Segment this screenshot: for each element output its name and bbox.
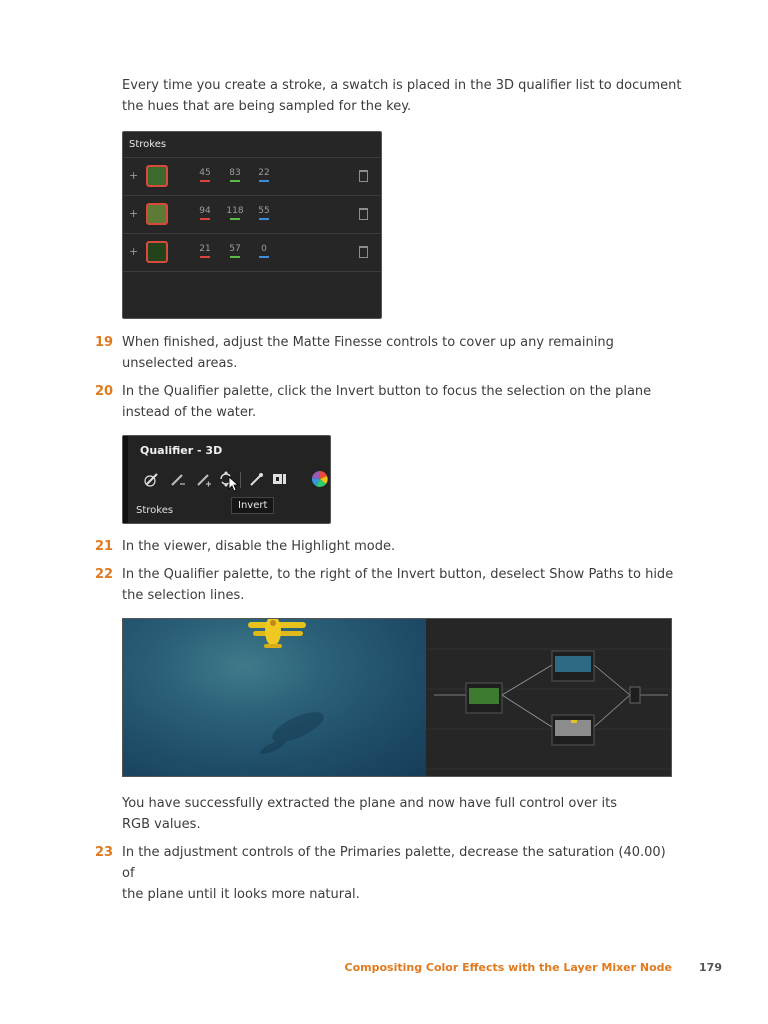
show-paths-icon[interactable] [248, 470, 266, 488]
node-graph [426, 619, 672, 776]
stroke-red-value: 21 [194, 244, 216, 258]
layer-node-top [552, 651, 594, 681]
strokes-panel [122, 131, 382, 319]
strokes-label: Strokes [136, 505, 174, 516]
expand-icon[interactable]: + [129, 245, 139, 258]
viewer-image [123, 619, 426, 776]
viewer-screenshot [122, 618, 672, 777]
step-number: 22 [95, 567, 114, 582]
toolbar-separator [240, 472, 241, 488]
layer-node-bottom [552, 715, 594, 745]
step-text: In the Qualifier palette, to the right of the Invert button, deselect Show Paths to hide [122, 567, 674, 582]
step-number: 21 [95, 539, 114, 554]
stroke-swatch[interactable] [146, 241, 168, 263]
trash-icon[interactable] [359, 170, 368, 182]
highlight-icon[interactable] [271, 470, 289, 488]
step-text: the selection lines. [122, 588, 245, 603]
step-text: instead of the water. [122, 405, 257, 420]
intro-line-2: the hues that are being sampled for the key. [122, 99, 412, 114]
step-number: 19 [95, 335, 114, 350]
stroke-green-value: 83 [224, 168, 246, 182]
expand-icon[interactable]: + [129, 207, 139, 220]
chapter-title: Compositing Color Effects with the Layer Mixer Node [344, 961, 672, 974]
result-line-1: You have successfully extracted the plane and now have full control over its [122, 796, 617, 811]
stroke-row[interactable] [123, 196, 381, 234]
node-graph-canvas [426, 619, 672, 776]
trash-icon[interactable] [359, 208, 368, 220]
step-text: When finished, adjust the Matte Finesse controls to cover up any remaining [122, 335, 614, 350]
step-text: In the Qualifier palette, click the Invert button to focus the selection on the plane [122, 384, 652, 399]
stroke-green-value: 118 [224, 206, 246, 220]
step-text: the plane until it looks more natural. [122, 887, 360, 902]
expand-icon[interactable]: + [129, 169, 139, 182]
stroke-red-value: 94 [194, 206, 216, 220]
stroke-row[interactable] [123, 158, 381, 196]
step-text: unselected areas. [122, 356, 238, 371]
picker-icon[interactable] [143, 470, 161, 488]
source-node [466, 683, 502, 713]
intro-line-1: Every time you create a stroke, a swatch is placed in the 3D qualifier list to document [122, 78, 682, 93]
stroke-blue-value: 55 [253, 206, 275, 220]
mixer-node [630, 687, 640, 703]
intro-paragraph [122, 75, 682, 117]
step-19 [95, 332, 685, 374]
stroke-green-value: 57 [224, 244, 246, 258]
stroke-swatch[interactable] [146, 203, 168, 225]
stroke-row[interactable] [123, 234, 381, 272]
qualifier-panel [122, 435, 331, 524]
picker-plus-icon[interactable] [195, 470, 213, 488]
step-23 [95, 842, 685, 902]
step-text: In the viewer, disable the Highlight mode. [122, 539, 396, 554]
page-number: 179 [699, 961, 722, 974]
result-paragraph [122, 793, 682, 835]
step-number: 20 [95, 384, 114, 399]
qualifier-title: Qualifier - 3D [140, 444, 223, 457]
plane-image [123, 619, 426, 776]
result-line-2: RGB values. [122, 817, 201, 832]
stroke-swatch[interactable] [146, 165, 168, 187]
stroke-blue-value: 0 [253, 244, 275, 258]
step-22 [95, 564, 685, 606]
stroke-blue-value: 22 [253, 168, 275, 182]
trash-icon[interactable] [359, 246, 368, 258]
step-number: 23 [95, 845, 114, 860]
step-text: In the adjustment controls of the Primaries palette, decrease the saturation (40.00) of [122, 845, 666, 881]
invert-tooltip: Invert [231, 497, 274, 514]
step-20 [95, 381, 685, 423]
panel-strip [123, 436, 128, 523]
stroke-red-value: 45 [194, 168, 216, 182]
color-wheel-icon[interactable] [311, 470, 329, 488]
step-21 [95, 536, 685, 557]
cursor-icon [227, 476, 241, 492]
picker-minus-icon[interactable] [169, 470, 187, 488]
strokes-panel-title: Strokes [123, 132, 381, 158]
